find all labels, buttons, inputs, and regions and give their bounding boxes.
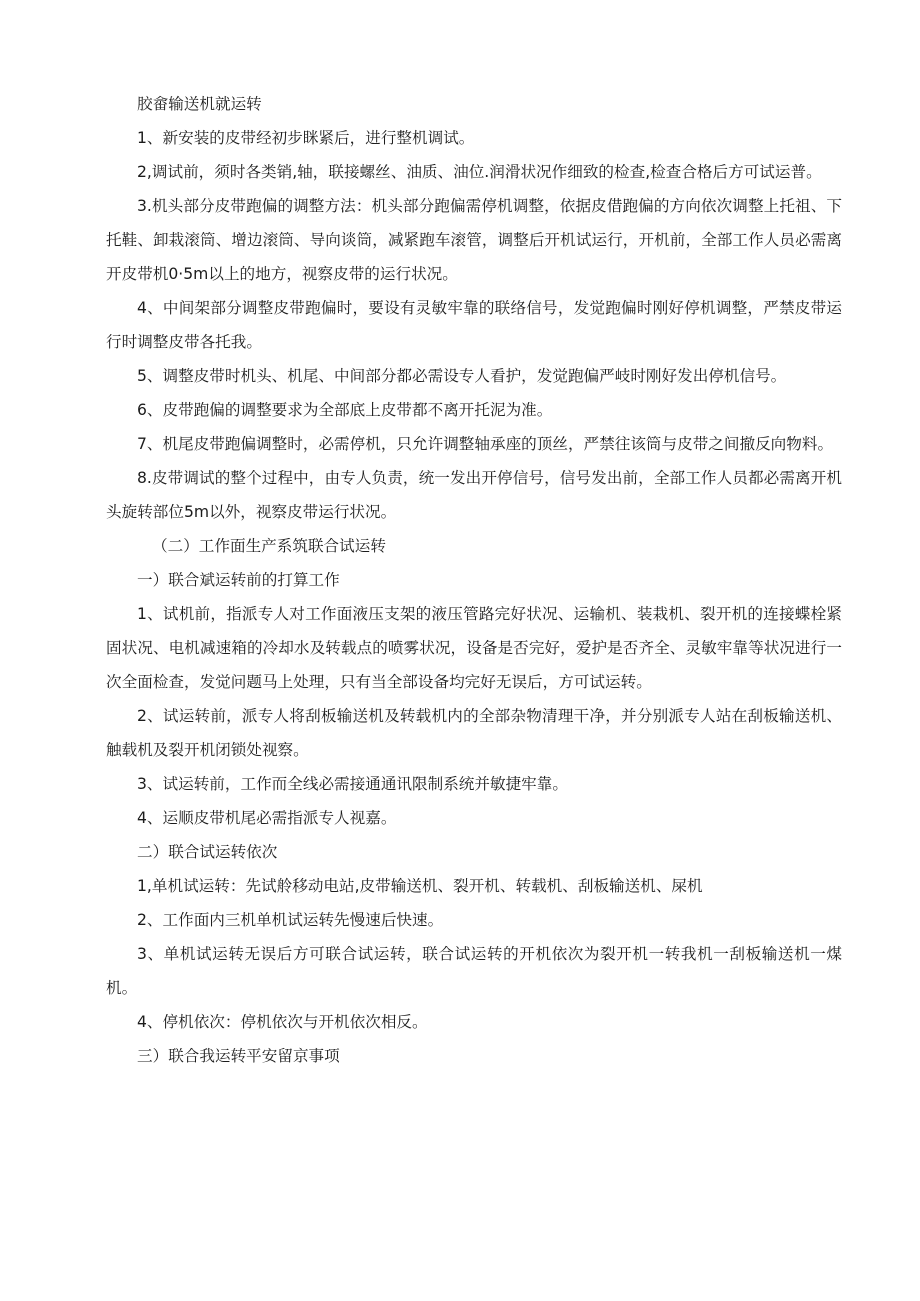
- prep-item-2: 2、试运转前，派专人将刮板输送机及转载机内的全部杂物清理干净，并分别派专人站在刮板输送机、触载机及裂开机闭锁处视察。: [106, 707, 842, 759]
- prep-item-3: 3、试运转前，工作而全线必需接通通讯限制系统并敏捷牢靠。: [137, 775, 568, 793]
- prep-item-4: 4、运顺皮带机尾必需指派专人视嘉。: [137, 809, 397, 827]
- paragraph-item-8: 8.皮带调试的整个过程中，由专人负责，统一发出开停信号，信号发出前，全部工作人员都必需离开机头旋转部位5m以外，视察皮带运行状况。: [106, 469, 842, 521]
- sequence-item-3: 3、单机试运转无误后方可联合试运转，联合试运转的开机依次为裂开机一转我机一刮板输送机一煤机。: [106, 945, 842, 997]
- subsection-heading-1: 一）联合斌运转前的打算工作: [137, 571, 340, 589]
- paragraph-item-7: 7、机尾皮带跑偏调整时，必需停机，只允许调整轴承座的顶丝，严禁往该筒与皮带之间撤反向物料。: [137, 435, 834, 453]
- prep-item-1: 1、试机前，指派专人对工作面液压支架的液压管路完好状况、运输机、装栽机、裂开机的连接蝶栓紧固状况、电机减速箱的冷却水及转载点的喷雾状况，设备是否完好，爱护是否齐全、灵敏牢靠等状况进行一次全面检查，发觉问题马上处理，只有当全部设备均完好无误后，方可试运转。: [106, 605, 842, 691]
- section-title: 胶畲输送机就运转: [137, 95, 262, 113]
- sequence-item-4: 4、停机依次：停机依次与开机依次相反。: [137, 1013, 428, 1031]
- document-body: [106, 87, 842, 1073]
- subsection-heading-3: 三）联合我运转平安留京事项: [137, 1047, 340, 1065]
- section-heading-2: （二）工作面生产系筑联合试运转: [152, 537, 386, 555]
- paragraph-item-1: 1、新安装的皮带经初步眯紧后，进行整机调试。: [137, 129, 475, 147]
- subsection-heading-2: 二）联合试运转依次: [137, 843, 278, 861]
- paragraph-item-6: 6、皮带跑偏的调整要求为全部底上皮带都不离开托泥为准。: [137, 401, 553, 419]
- paragraph-item-4: 4、中间架部分调整皮带跑偏时，要设有灵敏牢靠的联络信号，发觉跑偏时刚好停机调整，严禁皮带运行时调整皮带各托我。: [106, 299, 842, 351]
- paragraph-item-2: 2,调试前，须时各类销,轴，联接螺丝、油质、油位.润滑状况作细致的检查,检查合格后方可试运普。: [137, 163, 822, 181]
- paragraph-item-3: 3.机头部分皮带跑偏的调整方法：机头部分跑偏需停机调整，依据皮借跑偏的方向依次调整上托祖、下托鞋、卸栽滚筒、增边滚筒、导向谈筒，减紧跑车滚管，调整后开机试运行，开机前，全部工作人员必需离开皮带机0·5m以上的地方，视察皮带的运行状况。: [106, 197, 842, 283]
- sequence-item-1: 1,单机试运转：先试舲移动电站,皮带输送机、裂开机、转载机、刮板输送机、屎机: [137, 877, 703, 895]
- sequence-item-2: 2、工作面内三机单机试运转先慢速后快速。: [137, 911, 444, 929]
- paragraph-item-5: 5、调整皮带时机头、机尾、中间部分都必需设专人看护，发觉跑偏严岐时刚好发出停机信号。: [137, 367, 787, 385]
